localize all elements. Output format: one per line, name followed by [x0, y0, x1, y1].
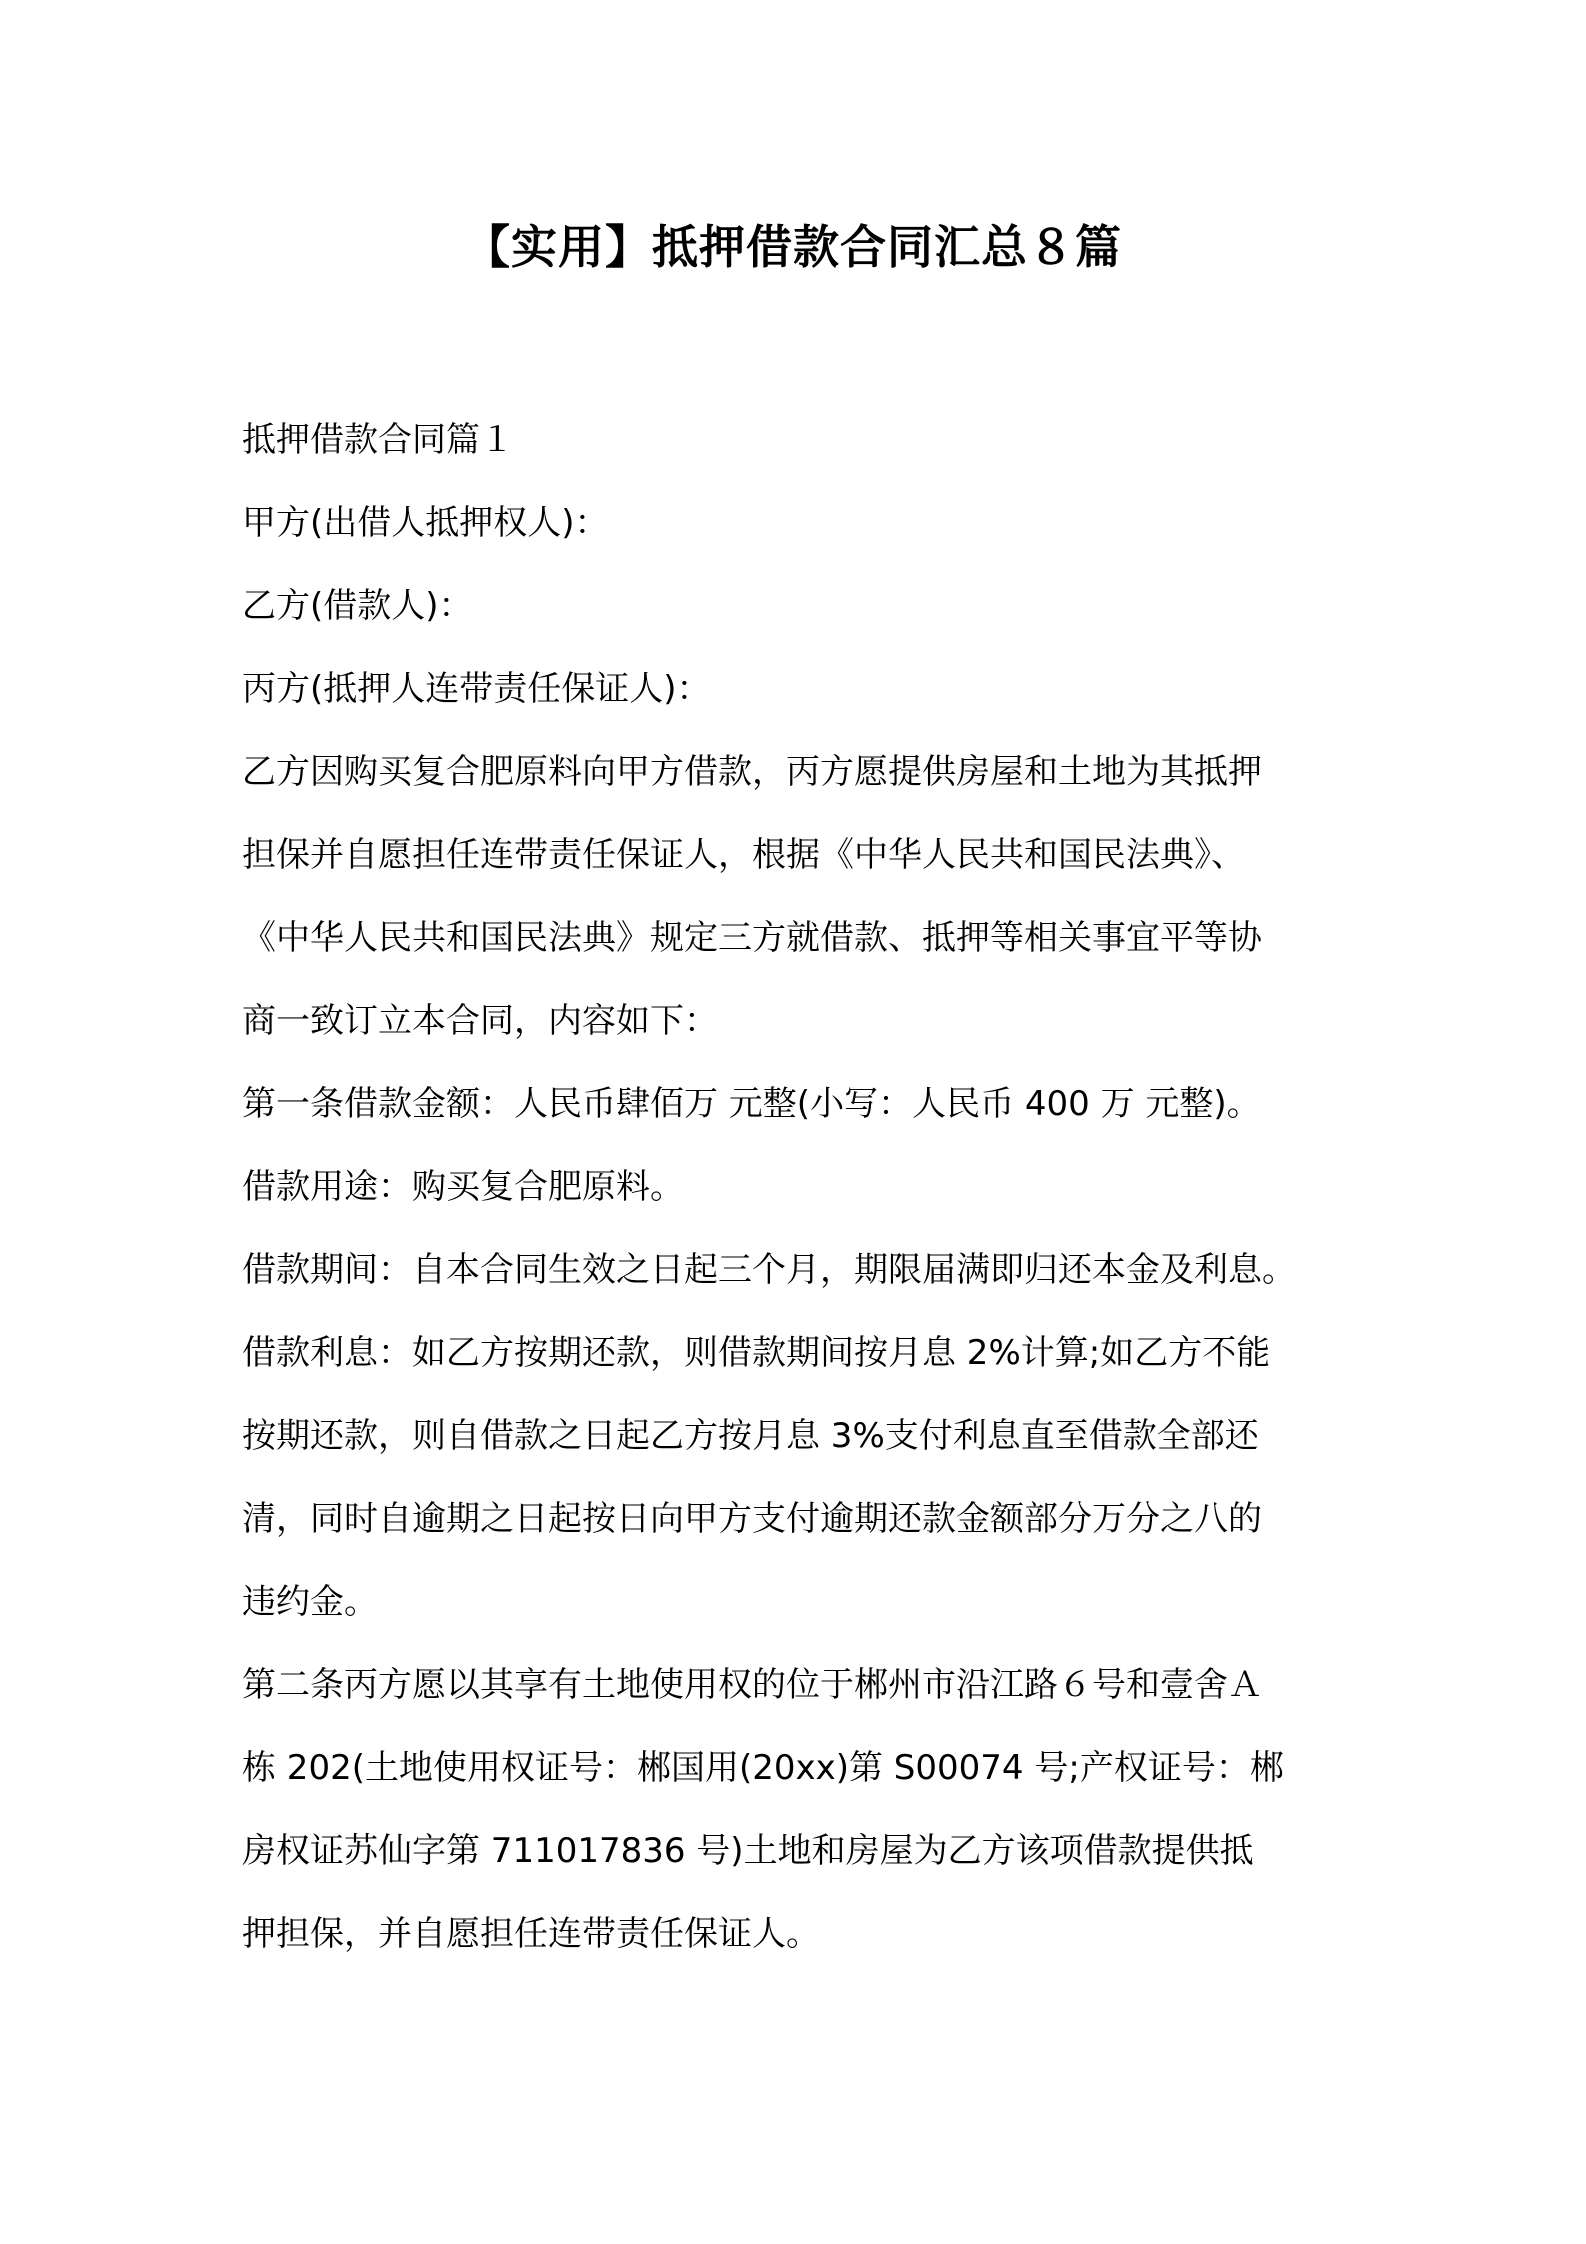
section-heading: 抵押借款合同篇１ [242, 420, 514, 460]
body-line: 违约金。 [242, 1582, 378, 1622]
body-line: 房权证苏仙字第 711017836 号)土地和房屋为乙方该项借款提供抵 [242, 1831, 1254, 1871]
document-title: 【实用】抵押借款合同汇总８篇 [464, 220, 1122, 274]
body-line: 栋 202(土地使用权证号：郴国用(20xx)第 S00074 号;产权证号：郴 [242, 1748, 1284, 1788]
body-line: 按期还款，则自借款之日起乙方按月息 3%支付利息直至借款全部还 [242, 1416, 1259, 1456]
document-body [242, 399, 1356, 1976]
body-line: 乙方因购买复合肥原料向甲方借款，丙方愿提供房屋和土地为其抵押 [242, 752, 1262, 792]
body-line: 清，同时自逾期之日起按日向甲方支付逾期还款金额部分万分之八的 [242, 1499, 1262, 1539]
body-line: 《中华人民共和国民法典》规定三方就借款、抵押等相关事宜平等协 [242, 918, 1262, 958]
party-b-line: 乙方(借款人)： [242, 586, 473, 626]
article-2-line: 第二条丙方愿以其享有土地使用权的位于郴州市沿江路６号和壹舍Ａ [242, 1665, 1262, 1705]
party-a-line: 甲方(出借人抵押权人)： [242, 503, 609, 543]
body-line: 押担保，并自愿担任连带责任保证人。 [242, 1914, 820, 1954]
party-c-line: 丙方(抵押人连带责任保证人)： [242, 669, 711, 709]
loan-purpose-line: 借款用途：购买复合肥原料。 [242, 1167, 684, 1207]
article-1-amount-line: 第一条借款金额：人民币肆佰万 元整(小写：人民币 400 万 元整)。 [242, 1084, 1261, 1124]
loan-interest-line: 借款利息：如乙方按期还款，则借款期间按月息 2%计算;如乙方不能 [242, 1333, 1271, 1373]
body-line: 担保并自愿担任连带责任保证人，根据《中华人民共和国民法典》、 [242, 835, 1245, 875]
body-line: 商一致订立本合同，内容如下： [242, 1001, 718, 1041]
loan-period-line: 借款期间：自本合同生效之日起三个月，期限届满即归还本金及利息。 [242, 1250, 1296, 1290]
